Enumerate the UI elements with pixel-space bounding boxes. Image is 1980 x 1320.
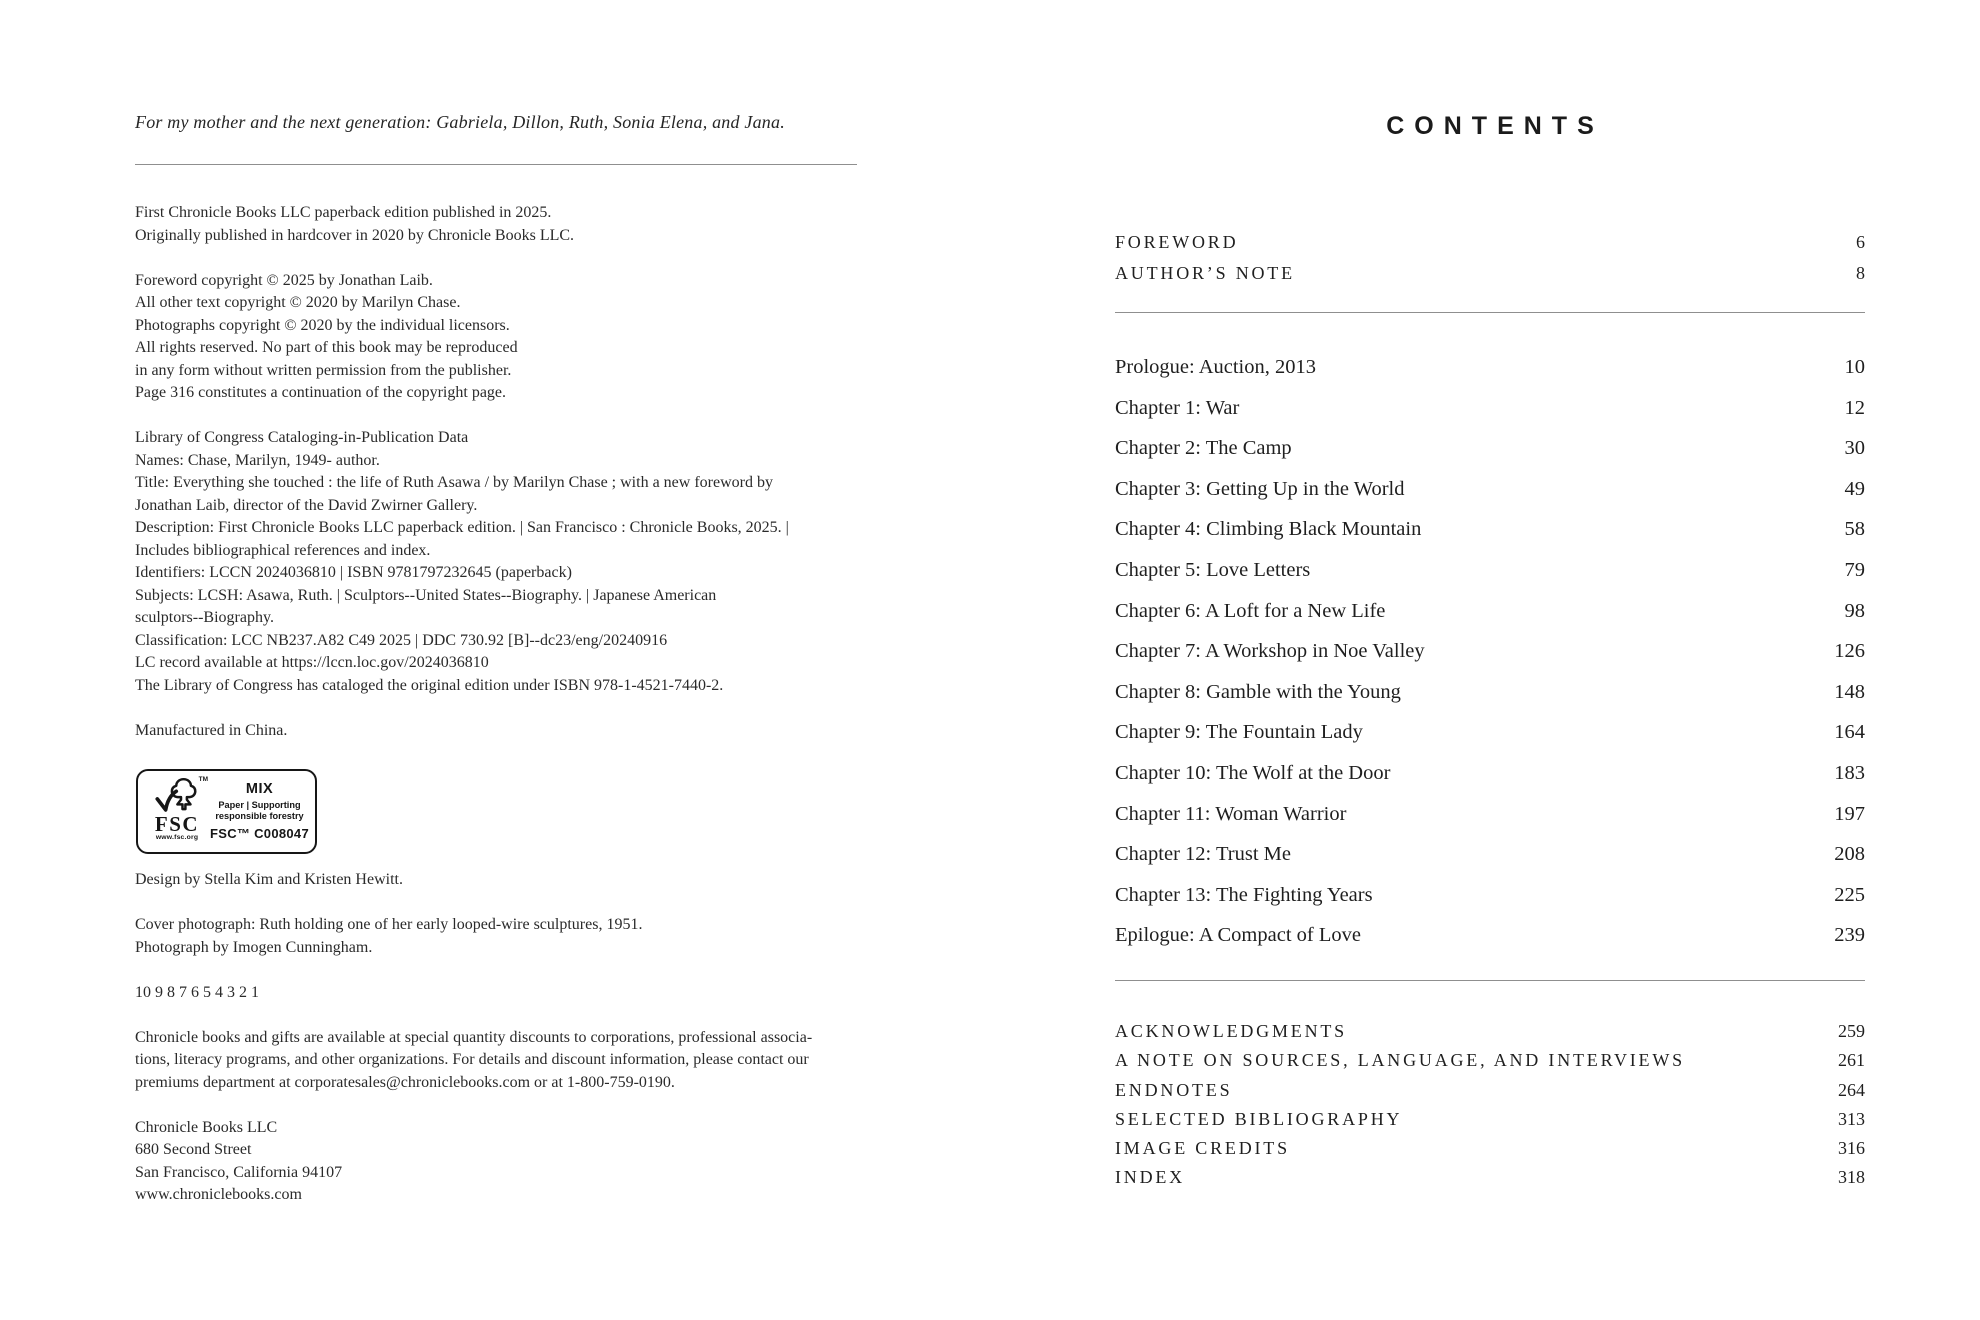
toc-entry-label: A NOTE ON SOURCES, LANGUAGE, AND INTERVIEWS: [1115, 1050, 1685, 1071]
fsc-url: www.fsc.org: [155, 834, 199, 841]
colophon-line: 10 9 8 7 6 5 4 3 2 1: [135, 983, 259, 1001]
dedication-text: For my mother and the next generation: Gabriela, Dillon, Ruth, Sonia Elena, and Jana.: [135, 112, 785, 132]
colophon-line: tions, literacy programs, and other organizations. For details and discount information, please contact our: [135, 1051, 809, 1068]
toc-entry: [1115, 559, 1865, 600]
copyright-line: The Library of Congress has cataloged the original edition under ISBN 978-1-4521-7440-2.: [135, 676, 724, 694]
toc-entry: [1115, 1138, 1865, 1167]
toc-entry: [1115, 232, 1865, 263]
colophon-line: Chronicle Books LLC: [135, 1118, 278, 1136]
toc-divider-bottom: [1115, 980, 1865, 981]
toc-entry-label: Chapter 2: The Camp: [1115, 437, 1292, 460]
toc-entry-page: 264: [1838, 1079, 1865, 1100]
toc-entry-label: Chapter 4: Climbing Black Mountain: [1115, 518, 1422, 541]
toc-entry-label: FOREWORD: [1115, 232, 1239, 252]
toc-entry: [1115, 263, 1865, 294]
toc-entry-page: 164: [1834, 721, 1865, 744]
toc-entry-page: 313: [1838, 1108, 1865, 1129]
trademark-superscript: TM: [198, 776, 208, 783]
toc-entry: [1115, 803, 1865, 844]
toc-entry-page: 316: [1838, 1138, 1865, 1159]
toc-entry-label: Chapter 1: War: [1115, 396, 1240, 419]
toc-entry-label: Chapter 3: Getting Up in the World: [1115, 477, 1405, 500]
toc-entry-page: 8: [1856, 263, 1865, 283]
toc-entry-label: SELECTED BIBLIOGRAPHY: [1115, 1108, 1403, 1129]
toc-entry-label: Chapter 6: A Loft for a New Life: [1115, 599, 1386, 622]
toc-entry-page: 225: [1834, 883, 1865, 906]
fsc-description-line2: responsible forestry: [215, 810, 304, 821]
copyright-line: All other text copyright © 2020 by Marilyn Chase.: [135, 294, 461, 311]
copyright-line: Title: Everything she touched : the life of Ruth Asawa / by Marilyn Chase ; with a new foreword by: [135, 474, 773, 491]
toc-entry: [1115, 1021, 1865, 1050]
toc-entry-page: 10: [1844, 356, 1865, 378]
toc-entry-page: 261: [1838, 1050, 1865, 1071]
fsc-logo-column: [144, 776, 210, 848]
copyright-line: Names: Chase, Marilyn, 1949- author.: [135, 451, 380, 469]
toc-entry: [1115, 884, 1865, 925]
toc-entry: [1115, 1080, 1865, 1109]
colophon-line: premiums department at corporatesales@chroniclebooks.com or at 1-800-759-0190.: [135, 1073, 675, 1091]
toc-entry: [1115, 600, 1865, 641]
copyright-line: Description: First Chronicle Books LLC paperback edition. | San Francisco : Chronicle Books, 2025. |: [135, 519, 789, 536]
toc-frontmatter: [1115, 232, 1865, 294]
toc-entry-label: Prologue: Auction, 2013: [1115, 356, 1317, 378]
copyright-line: All rights reserved. No part of this book may be reproduced: [135, 339, 518, 356]
toc-entry: [1115, 1109, 1865, 1138]
toc-entry-label: ENDNOTES: [1115, 1079, 1233, 1100]
toc-entry: [1115, 1050, 1865, 1079]
copyright-line: Manufactured in China.: [135, 721, 288, 739]
colophon-line: San Francisco, California 94107: [135, 1163, 343, 1181]
dedication-divider: [135, 164, 857, 165]
toc-entry-label: Chapter 5: Love Letters: [1115, 558, 1311, 581]
copyright-line: Classification: LCC NB237.A82 C49 2025 | DDC 730.92 [B]--dc23/eng/20240916: [135, 631, 668, 649]
fsc-mix-label: MIX: [245, 781, 274, 797]
toc-entry-label: IMAGE CREDITS: [1115, 1138, 1290, 1159]
copyright-line: Identifiers: LCCN 2024036810 | ISBN 9781797232645 (paperback): [135, 564, 572, 581]
toc-backmatter: [1115, 1021, 1865, 1197]
colophon-text-block: [135, 869, 895, 1207]
colophon-line: Cover photograph: Ruth holding one of her early looped-wire sculptures, 1951.: [135, 916, 643, 933]
copyright-line: Page 316 constitutes a continuation of the copyright page.: [135, 384, 507, 401]
toc-entry-page: 6: [1856, 232, 1865, 252]
toc-entry: [1115, 518, 1865, 559]
toc-entry-page: 259: [1838, 1021, 1865, 1041]
copyright-line: Includes bibliographical references and index.: [135, 541, 431, 559]
toc-entry-label: Chapter 8: Gamble with the Young: [1115, 680, 1401, 703]
toc-entry-page: 58: [1844, 518, 1865, 541]
fsc-certificate-number: FSC™ C008047: [210, 826, 309, 841]
toc-entry-label: ACKNOWLEDGMENTS: [1115, 1021, 1347, 1041]
toc-entry-page: 49: [1844, 477, 1865, 500]
copyright-line: Library of Congress Cataloging-in-Publication Data: [135, 429, 469, 446]
toc-entry-label: Chapter 7: A Workshop in Noe Valley: [1115, 640, 1425, 663]
toc-entry-label: AUTHOR’S NOTE: [1115, 263, 1295, 283]
toc-entry: [1115, 681, 1865, 722]
toc-entry-page: 239: [1834, 924, 1865, 947]
fsc-certification-label: [136, 769, 317, 854]
copyright-line: LC record available at https://lccn.loc.gov/2024036810: [135, 654, 489, 671]
toc-entry-label: Chapter 9: The Fountain Lady: [1115, 721, 1363, 744]
copyright-line: in any form without written permission from the publisher.: [135, 361, 512, 379]
copyright-line: Originally published in hardcover in 2020 by Chronicle Books LLC.: [135, 226, 575, 244]
colophon-line: www.chroniclebooks.com: [135, 1186, 302, 1203]
toc-entry: [1115, 356, 1865, 397]
copyright-line: Foreword copyright © 2025 by Jonathan Laib.: [135, 271, 433, 289]
copyright-line: Jonathan Laib, director of the David Zwirner Gallery.: [135, 496, 478, 514]
toc-entry: [1115, 437, 1865, 478]
page-title: CONTENTS: [1386, 112, 1604, 140]
toc-entry-page: 98: [1844, 599, 1865, 622]
toc-entry: [1115, 843, 1865, 884]
toc-entry-label: Chapter 12: Trust Me: [1115, 843, 1291, 866]
copyright-line: Subjects: LCSH: Asawa, Ruth. | Sculptors--United States--Biography. | Japanese American: [135, 586, 717, 604]
toc-entry-page: 197: [1834, 802, 1865, 825]
toc-entry-page: 148: [1834, 680, 1865, 703]
toc-entry-label: Epilogue: A Compact of Love: [1115, 924, 1361, 947]
colophon-line: Design by Stella Kim and Kristen Hewitt.: [135, 871, 403, 888]
toc-entry-label: Chapter 10: The Wolf at the Door: [1115, 761, 1391, 784]
copyright-line: First Chronicle Books LLC paperback edition published in 2025.: [135, 204, 552, 221]
toc-entry: [1115, 478, 1865, 519]
toc-entry: [1115, 1167, 1865, 1196]
toc-entry: [1115, 721, 1865, 762]
colophon-line: Photograph by Imogen Cunningham.: [135, 938, 373, 956]
toc-entry-page: 318: [1838, 1167, 1865, 1188]
toc-chapters: [1115, 356, 1865, 965]
toc-entry-page: 79: [1844, 558, 1865, 581]
toc-entry-label: Chapter 11: Woman Warrior: [1115, 802, 1347, 825]
contents-page: [990, 0, 1980, 1320]
colophon-line: Chronicle books and gifts are available at special quantity discounts to corporations, professional associa-: [135, 1028, 813, 1046]
fsc-text-column: [210, 776, 309, 848]
toc-entry: [1115, 397, 1865, 438]
colophon-line: 680 Second Street: [135, 1141, 252, 1158]
fsc-tree-check-icon: [153, 777, 201, 815]
toc-entry-page: 126: [1834, 640, 1865, 663]
toc-entry: [1115, 924, 1865, 965]
toc-divider-top: [1115, 312, 1865, 313]
toc-entry-page: 208: [1834, 843, 1865, 866]
toc-entry: [1115, 640, 1865, 681]
toc-entry-label: Chapter 13: The Fighting Years: [1115, 883, 1373, 906]
toc-entry: [1115, 762, 1865, 803]
copyright-line: sculptors--Biography.: [135, 609, 274, 626]
fsc-description-line1: Paper | Supporting: [218, 800, 301, 810]
copyright-text-block: [135, 202, 895, 742]
toc-entry-page: 30: [1844, 437, 1865, 460]
toc-entry-page: 183: [1834, 761, 1865, 784]
toc-entry-page: 12: [1844, 396, 1865, 419]
copyright-line: Photographs copyright © 2020 by the individual licensors.: [135, 316, 510, 334]
toc-entry-label: INDEX: [1115, 1167, 1185, 1188]
fsc-wordmark: FSC: [154, 812, 200, 836]
